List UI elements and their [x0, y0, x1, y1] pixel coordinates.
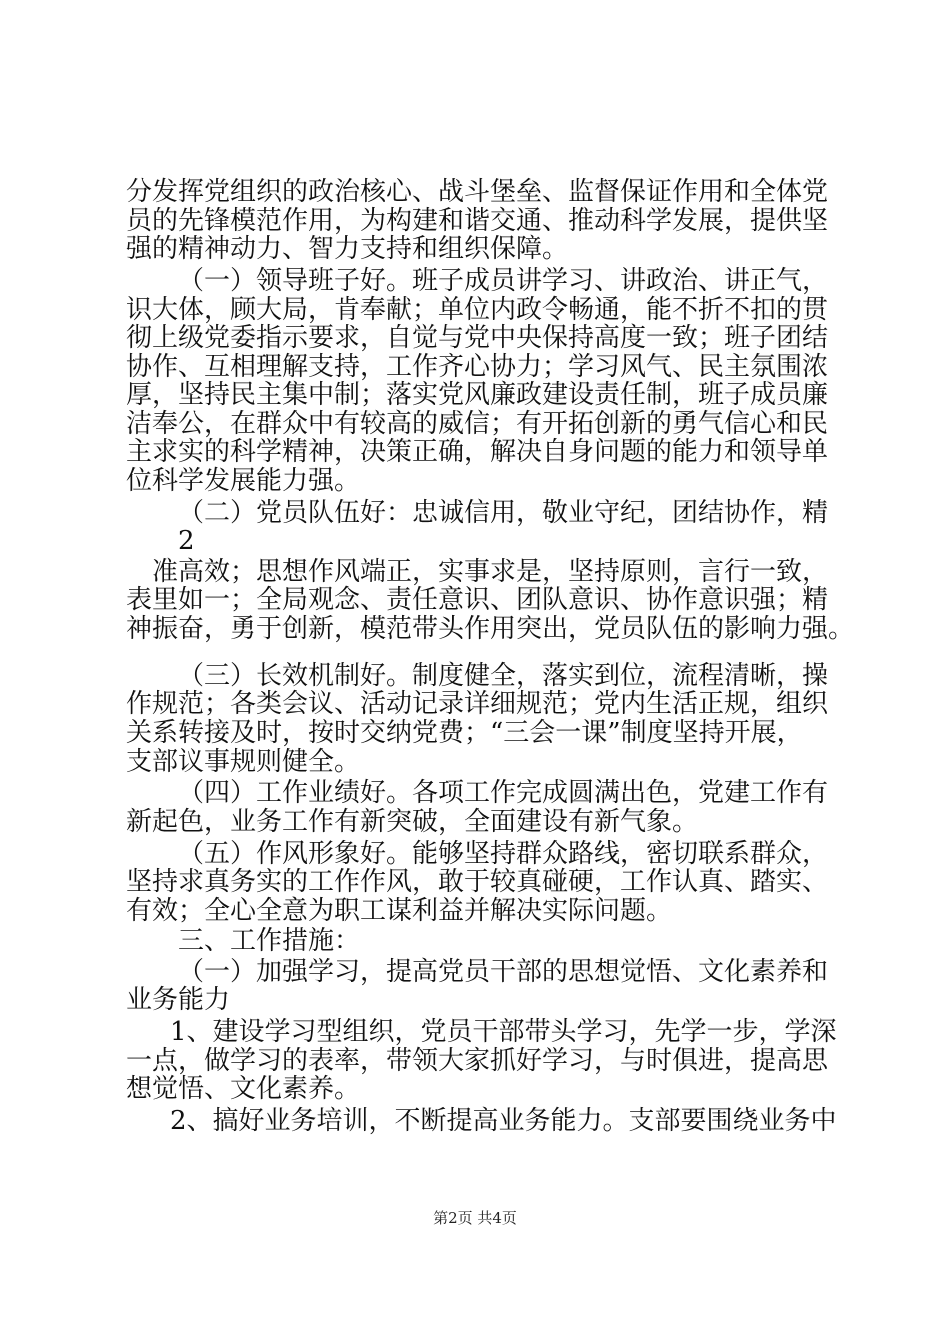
- text-line: 识大体，顾大局，肯奉献；单位内政令畅通，能不折不扣的贯: [126, 295, 829, 325]
- page-marker: 2: [178, 526, 195, 556]
- text-line: 洁奉公，在群众中有较高的威信；有开拓创新的勇气信心和民: [126, 409, 829, 439]
- text-line: 分发挥党组织的政治核心、战斗堡垒、监督保证作用和全体党: [126, 177, 829, 207]
- text-line: （一）领导班子好。班子成员讲学习、讲政治、讲正气，: [178, 266, 829, 296]
- text-line: 有效；全心全意为职工谋利益并解决实际问题。: [126, 896, 673, 926]
- text-line: 业务能力: [126, 985, 231, 1015]
- text-line: 想觉悟、文化素养。: [126, 1074, 361, 1104]
- text-line: 厚，坚持民主集中制；落实党风廉政建设责任制，班子成员廉: [126, 380, 829, 410]
- text-line: （四）工作业绩好。各项工作完成圆满出色，党建工作有: [178, 778, 829, 808]
- text-line: 作规范；各类会议、活动记录详细规范；党内生活正规，组织: [126, 689, 829, 719]
- text-line: 强的精神动力、智力支持和组织保障。: [126, 234, 569, 264]
- text-line: 坚持求真务实的工作作风，敢于较真碰硬，工作认真、踏实、: [126, 867, 829, 897]
- text-line: 位科学发展能力强。: [126, 466, 361, 496]
- text-line: 神振奋，勇于创新，模范带头作用突出，党员队伍的影响力强。: [126, 614, 855, 644]
- text-line: 新起色，业务工作有新突破，全面建设有新气象。: [126, 807, 699, 837]
- text-line: 表里如一；全局观念、责任意识、团队意识、协作意识强；精: [126, 585, 829, 615]
- text-line: 主求实的科学精神，决策正确，解决自身问题的能力和领导单: [126, 437, 829, 467]
- text-line: 1、建设学习型组织，党员干部带头学习，先学一步，学深: [170, 1017, 837, 1047]
- text-line: （二）党员队伍好：忠诚信用，敬业守纪，团结协作，精: [178, 498, 829, 528]
- section-heading: 三、工作措施：: [178, 926, 361, 956]
- text-line: 协作、互相理解支持，工作齐心协力；学习风气、民主氛围浓: [126, 352, 829, 382]
- text-line: 彻上级党委指示要求，自觉与党中央保持高度一致；班子团结: [126, 323, 829, 353]
- text-line: 支部议事规则健全。: [126, 747, 361, 777]
- text-line: 2、搞好业务培训，不断提高业务能力。支部要围绕业务中: [170, 1106, 837, 1136]
- text-line: （五）作风形象好。能够坚持群众路线，密切联系群众，: [178, 839, 829, 869]
- page-footer: 第2页 共4页: [433, 1209, 517, 1227]
- text-line: （一）加强学习，提高党员干部的思想觉悟、文化素养和: [178, 957, 829, 987]
- text-line: 关系转接及时，按时交纳党费；“三会一课”制度坚持开展，: [126, 718, 803, 748]
- text-line: （三）长效机制好。制度健全，落实到位，流程清晰，操: [178, 661, 829, 691]
- text-line: 准高效；思想作风端正，实事求是，坚持原则，言行一致，: [152, 557, 829, 587]
- text-line: 一点，做学习的表率，带领大家抓好学习，与时俱进，提高思: [126, 1046, 829, 1076]
- text-line: 员的先锋模范作用，为构建和谐交通、推动科学发展，提供坚: [126, 206, 829, 236]
